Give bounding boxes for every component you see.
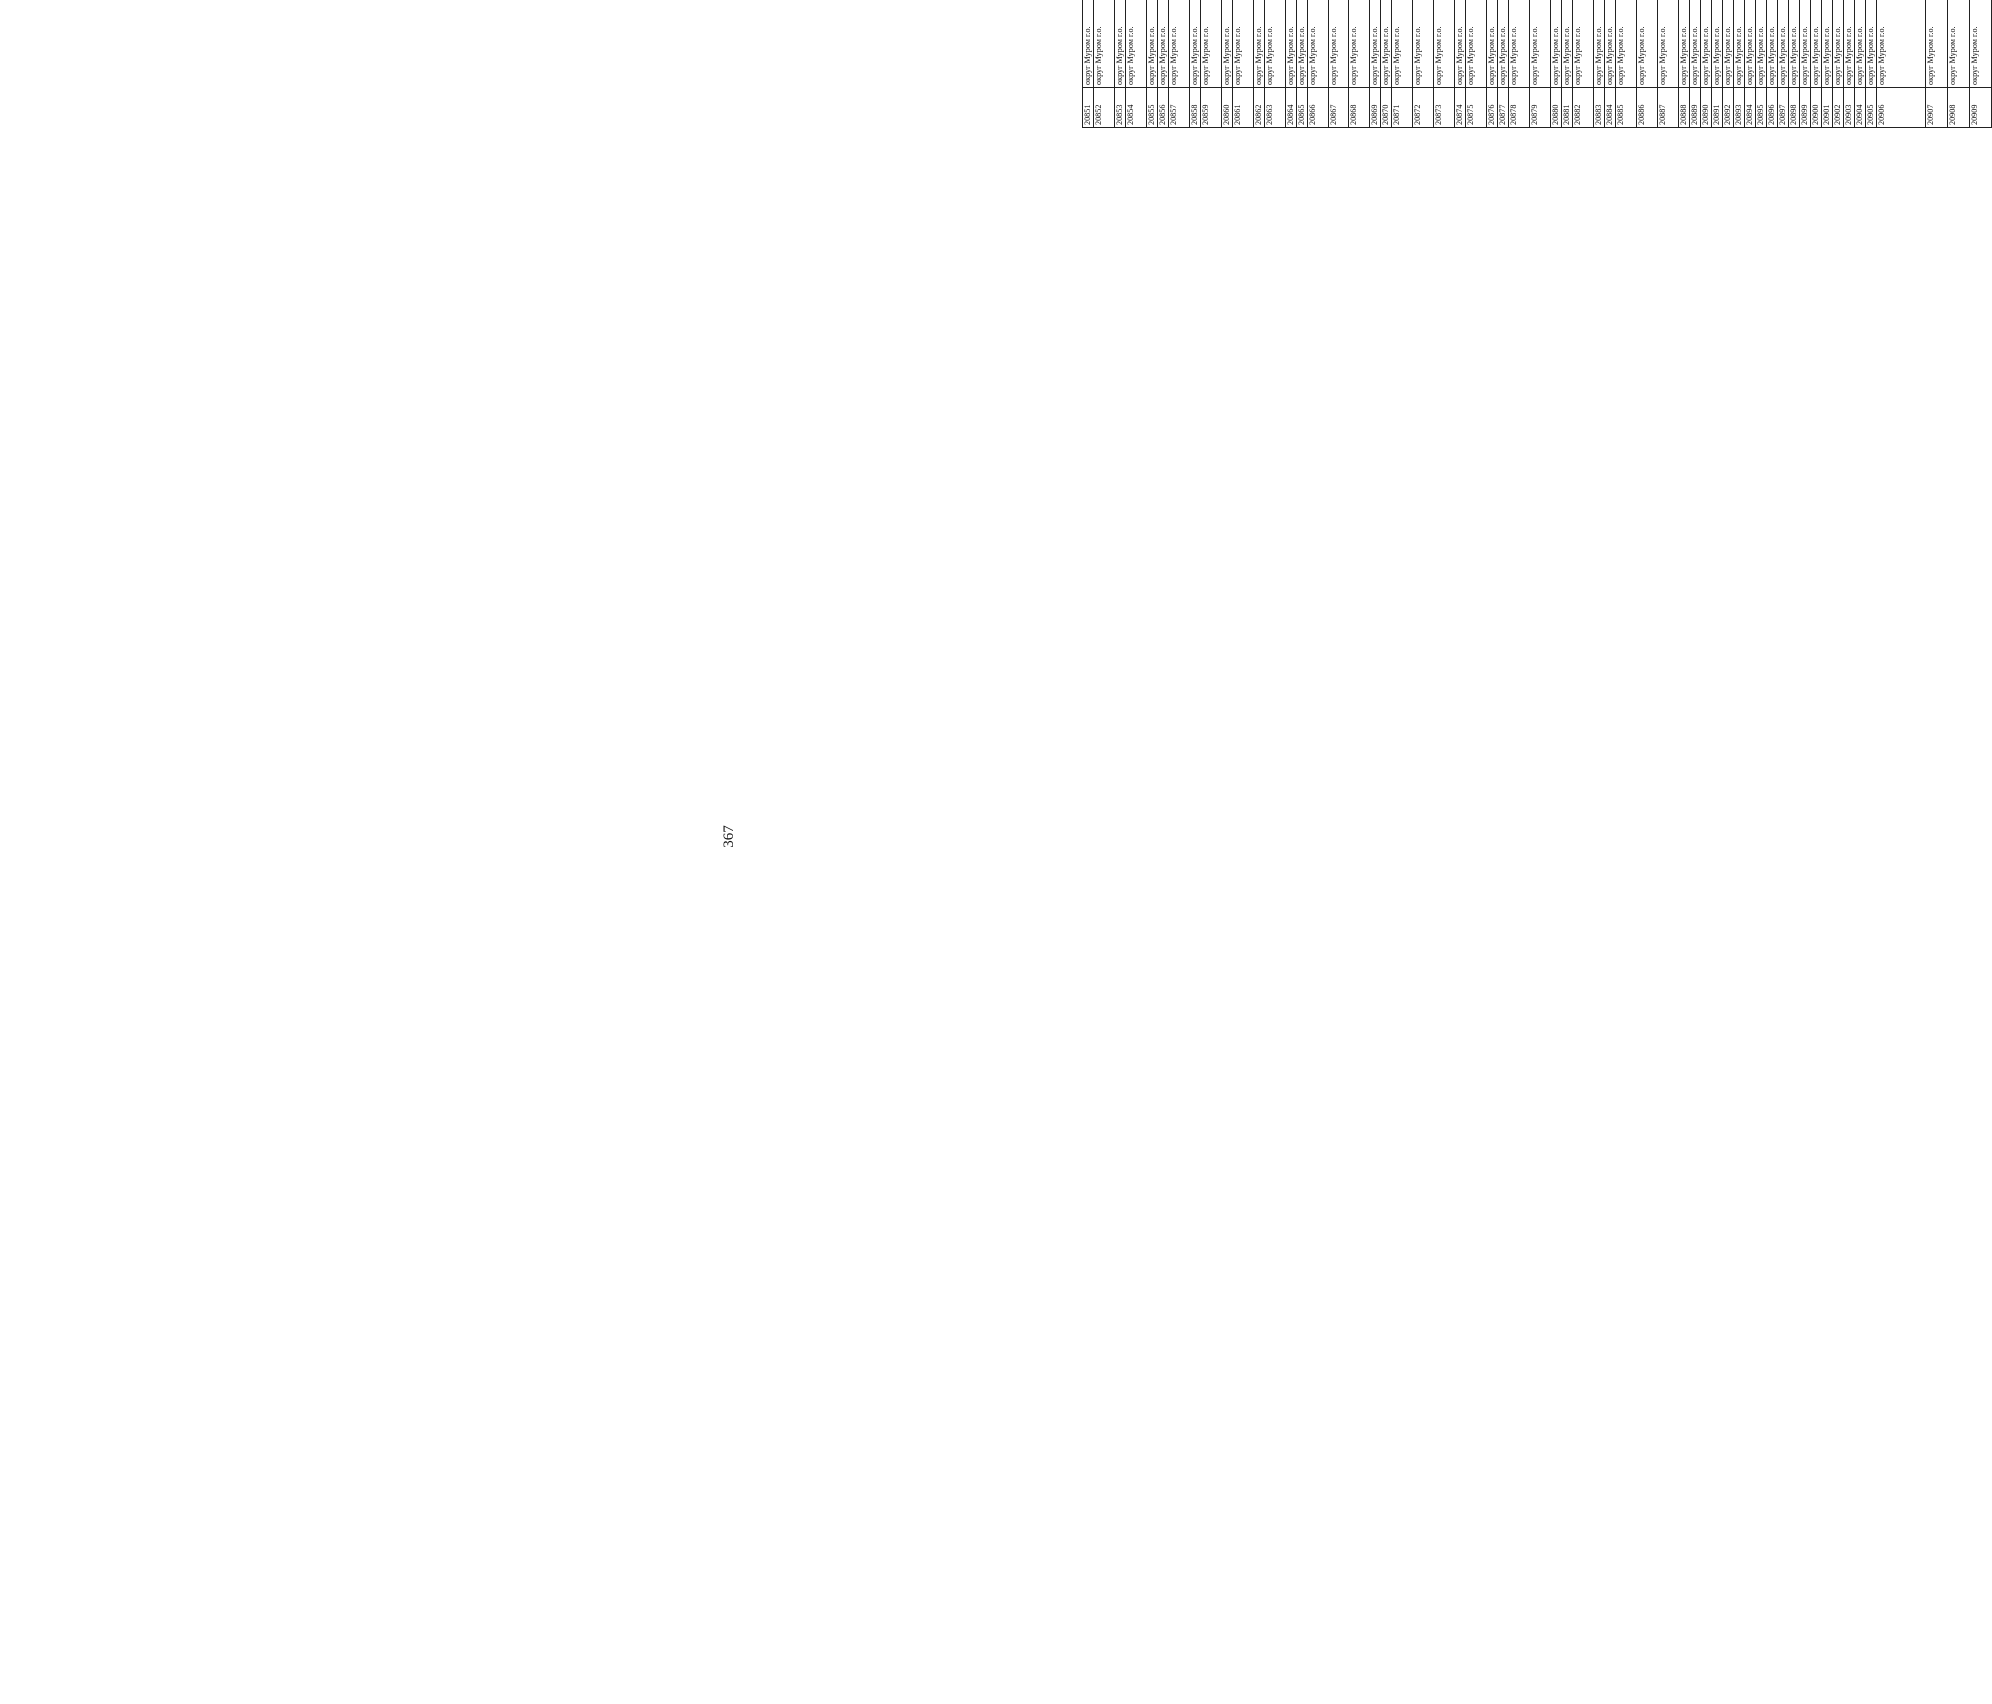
table-row [1264,0,1285,128]
cell-row-number: 20871 [1392,88,1413,128]
cell-row-number: 20859 [1200,88,1221,128]
cell-row-number: 20899 [1799,88,1810,128]
cell-municipality: округ Муром г.о. [1865,0,1876,88]
cell-row-number: 20897 [1777,88,1788,128]
cell-municipality: округ Муром г.о. [1854,0,1865,88]
cell-municipality: округ Муром г.о. [1253,0,1264,88]
cell-row-number: 20905 [1865,88,1876,128]
cell-row-number: 20863 [1264,88,1285,128]
cell-municipality: округ Муром г.о. [1114,0,1125,88]
cell-row-number: 20891 [1711,88,1722,128]
cell-municipality: округ Муром г.о. [1832,0,1843,88]
cell-row-number: 20855 [1146,88,1157,128]
table-row [1253,0,1264,128]
cell-row-number: 20884 [1604,88,1615,128]
table-row [1722,0,1733,128]
table-row [1636,0,1657,128]
cell-row-number: 20874 [1455,88,1466,128]
cell-municipality: округ Муром г.о. [1948,0,1970,88]
cell-municipality: округ Муром г.о. [1766,0,1777,88]
cell-row-number: 20904 [1854,88,1865,128]
cell-municipality: округ Муром г.о. [1700,0,1711,88]
table-row [1810,0,1821,128]
cell-municipality: округ Муром г.о. [1232,0,1253,88]
cell-row-number: 20896 [1766,88,1777,128]
cell-row-number: 20867 [1328,88,1349,128]
cell-municipality: округ Муром г.о. [1615,0,1636,88]
cell-row-number: 20885 [1615,88,1636,128]
cell-municipality: округ Муром г.о. [1189,0,1200,88]
cell-municipality: округ Муром г.о. [1530,0,1551,88]
table-row [1832,0,1843,128]
cell-municipality: округ Муром г.о. [1307,0,1328,88]
cell-municipality: округ Муром г.о. [1509,0,1530,88]
table-row [1125,0,1146,128]
table-row [1733,0,1744,128]
table-row [1114,0,1125,128]
cell-row-number: 20877 [1498,88,1509,128]
cell-row-number: 20906 [1877,88,1926,128]
cell-municipality: округ Муром г.о. [1799,0,1810,88]
cell-municipality: округ Муром г.о. [1678,0,1689,88]
table-row [1146,0,1157,128]
table-row [1970,0,1992,128]
table-row [1948,0,1970,128]
cell-municipality: округ Муром г.о. [1551,0,1562,88]
cell-row-number: 20900 [1810,88,1821,128]
cell-row-number: 20864 [1285,88,1296,128]
cell-row-number: 20879 [1530,88,1551,128]
cell-row-number: 20901 [1821,88,1832,128]
cell-municipality: округ Муром г.о. [1370,0,1381,88]
table-row [1381,0,1392,128]
gasification-table [1082,0,1992,128]
table-row [1562,0,1573,128]
cell-municipality: округ Муром г.о. [1434,0,1455,88]
cell-row-number: 20882 [1573,88,1594,128]
page-number: 367 [720,825,737,848]
cell-municipality: округ Муром г.о. [1392,0,1413,88]
table-row [1157,0,1168,128]
cell-row-number: 20861 [1232,88,1253,128]
table-row [1821,0,1832,128]
table-row [1530,0,1551,128]
table-row [1328,0,1349,128]
table-row [1413,0,1434,128]
cell-row-number: 20853 [1114,88,1125,128]
table-row [1232,0,1253,128]
table-row [1615,0,1636,128]
table-row [1083,0,1094,128]
table-row [1594,0,1605,128]
cell-municipality: округ Муром г.о. [1810,0,1821,88]
cell-municipality: округ Муром г.о. [1296,0,1307,88]
cell-municipality: округ Муром г.о. [1877,0,1926,88]
cell-row-number: 20902 [1832,88,1843,128]
table-row [1349,0,1370,128]
cell-municipality: округ Муром г.о. [1744,0,1755,88]
cell-row-number: 20851 [1083,88,1094,128]
table-row [1189,0,1200,128]
cell-row-number: 20872 [1413,88,1434,128]
cell-municipality: округ Муром г.о. [1146,0,1157,88]
cell-row-number: 20878 [1509,88,1530,128]
table-row [1509,0,1530,128]
cell-row-number: 20907 [1926,88,1948,128]
cell-municipality: округ Муром г.о. [1381,0,1392,88]
cell-municipality: округ Муром г.о. [1285,0,1296,88]
table-row [1221,0,1232,128]
table-row [1788,0,1799,128]
cell-municipality: округ Муром г.о. [1168,0,1189,88]
cell-row-number: 20870 [1381,88,1392,128]
cell-row-number: 20869 [1370,88,1381,128]
cell-row-number: 20886 [1636,88,1657,128]
cell-row-number: 20895 [1755,88,1766,128]
cell-row-number: 20898 [1788,88,1799,128]
table-row [1466,0,1487,128]
cell-municipality: округ Муром г.о. [1562,0,1573,88]
table-row [1573,0,1594,128]
cell-municipality: округ Муром г.о. [1594,0,1605,88]
cell-municipality: округ Муром г.о. [1349,0,1370,88]
table-row [1487,0,1498,128]
cell-row-number: 20875 [1466,88,1487,128]
cell-municipality: округ Муром г.о. [1413,0,1434,88]
cell-row-number: 20903 [1843,88,1854,128]
table-row [1604,0,1615,128]
cell-municipality: округ Муром г.о. [1733,0,1744,88]
cell-municipality: округ Муром г.о. [1755,0,1766,88]
table-row [1285,0,1296,128]
table-row [1370,0,1381,128]
table-row [1854,0,1865,128]
table-row [1755,0,1766,128]
cell-municipality: округ Муром г.о. [1722,0,1733,88]
cell-municipality: округ Муром г.о. [1200,0,1221,88]
cell-municipality: округ Муром г.о. [1125,0,1146,88]
table-row [1307,0,1328,128]
cell-municipality: округ Муром г.о. [1157,0,1168,88]
table-row [1296,0,1307,128]
table-row [1657,0,1678,128]
cell-row-number: 20892 [1722,88,1733,128]
cell-row-number: 20883 [1594,88,1605,128]
cell-municipality: округ Муром г.о. [1604,0,1615,88]
table-row [1678,0,1689,128]
table-row [1392,0,1413,128]
cell-municipality: округ Муром г.о. [1970,0,1992,88]
cell-municipality: округ Муром г.о. [1455,0,1466,88]
cell-row-number: 20890 [1700,88,1711,128]
cell-municipality: округ Муром г.о. [1777,0,1788,88]
cell-row-number: 20866 [1307,88,1328,128]
table-row [1926,0,1948,128]
cell-municipality: округ Муром г.о. [1498,0,1509,88]
cell-row-number: 20909 [1970,88,1992,128]
cell-municipality: округ Муром г.о. [1083,0,1094,88]
table-row [1455,0,1466,128]
cell-row-number: 20854 [1125,88,1146,128]
table-row [1168,0,1189,128]
cell-row-number: 20858 [1189,88,1200,128]
rotated-table-container [1082,0,1992,128]
cell-municipality: округ Муром г.о. [1788,0,1799,88]
cell-row-number: 20860 [1221,88,1232,128]
table-row [1877,0,1926,128]
cell-municipality: округ Муром г.о. [1711,0,1722,88]
table-row [1799,0,1810,128]
cell-municipality: округ Муром г.о. [1636,0,1657,88]
table-row [1711,0,1722,128]
cell-row-number: 20876 [1487,88,1498,128]
cell-municipality: округ Муром г.о. [1843,0,1854,88]
cell-municipality: округ Муром г.о. [1689,0,1700,88]
table-row [1689,0,1700,128]
table-row [1200,0,1221,128]
cell-municipality: округ Муром г.о. [1487,0,1498,88]
cell-row-number: 20873 [1434,88,1455,128]
table-body [1083,0,1992,128]
cell-municipality: округ Муром г.о. [1093,0,1114,88]
cell-row-number: 20888 [1678,88,1689,128]
cell-row-number: 20887 [1657,88,1678,128]
cell-municipality: округ Муром г.о. [1657,0,1678,88]
table-row [1700,0,1711,128]
cell-row-number: 20868 [1349,88,1370,128]
table-row [1843,0,1854,128]
table-row [1865,0,1876,128]
cell-row-number: 20852 [1093,88,1114,128]
table-row [1093,0,1114,128]
cell-row-number: 20894 [1744,88,1755,128]
cell-row-number: 20865 [1296,88,1307,128]
table-row [1498,0,1509,128]
table-row [1766,0,1777,128]
cell-municipality: округ Муром г.о. [1573,0,1594,88]
table-row [1551,0,1562,128]
cell-row-number: 20880 [1551,88,1562,128]
cell-municipality: округ Муром г.о. [1926,0,1948,88]
cell-municipality: округ Муром г.о. [1821,0,1832,88]
cell-row-number: 20889 [1689,88,1700,128]
table-row [1777,0,1788,128]
cell-row-number: 20856 [1157,88,1168,128]
cell-row-number: 20893 [1733,88,1744,128]
cell-municipality: округ Муром г.о. [1328,0,1349,88]
cell-municipality: округ Муром г.о. [1221,0,1232,88]
table-row [1434,0,1455,128]
cell-row-number: 20908 [1948,88,1970,128]
cell-municipality: округ Муром г.о. [1264,0,1285,88]
cell-row-number: 20857 [1168,88,1189,128]
cell-row-number: 20881 [1562,88,1573,128]
cell-row-number: 20862 [1253,88,1264,128]
cell-municipality: округ Муром г.о. [1466,0,1487,88]
table-row [1744,0,1755,128]
